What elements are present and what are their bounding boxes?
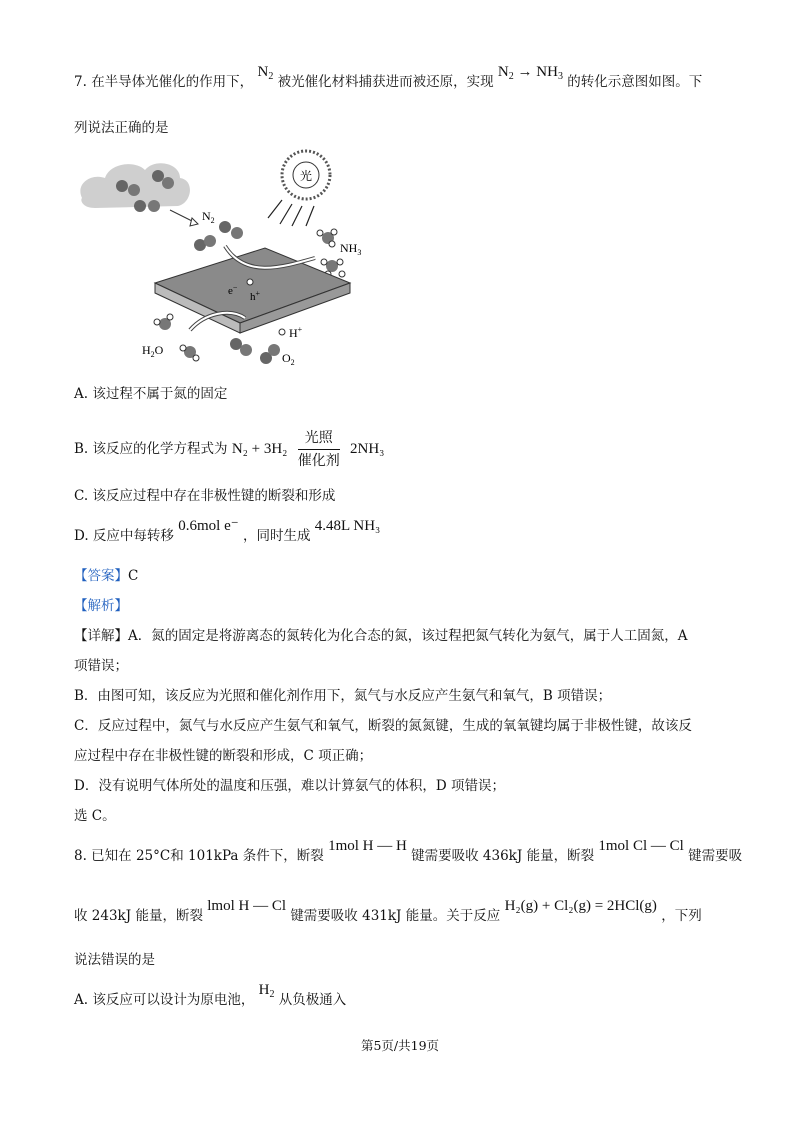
svg-text:H+: H+ xyxy=(289,325,303,340)
svg-text:N2: $N_2$ xyxy=(202,209,215,225)
detail-line-5: 应过程中存在非极性键的断裂和形成，C 项正确； xyxy=(74,748,373,764)
q7-text1: 在半导体光催化的作用下， xyxy=(91,74,254,90)
q7-line2: 列说法正确的是 xyxy=(74,120,169,136)
analysis-label: 【解析】 xyxy=(74,598,128,614)
detail-line-1: 【详解】A．氮的固定是将游离态的氮转化为化合态的氮，该过程把氮气转化为氨气，属于人工固氮，A xyxy=(74,628,688,644)
detail-line-4: C．反应过程中，氮气与水反应产生氨气和氧气，断裂的氮氮键，生成的氧氧键均属于非极性键，故该反 xyxy=(74,718,692,734)
answer-line xyxy=(74,566,138,586)
svg-text:O2: $O_2$ xyxy=(282,351,295,367)
q8-option-a: A. 该反应可以设计为原电池， $H_2$ 从负极通入 xyxy=(74,982,347,1008)
svg-text:NH3: $NH_3$ xyxy=(340,241,362,257)
detail-line-2: 项错误； xyxy=(74,658,128,674)
option-b: B. 该反应的化学方程式为 N₂ + 3H₂ $\frac{\text{光照}}{\text{催化剂}}$ 2NH₃ xyxy=(74,430,385,469)
svg-text:H2O: $H_2O$ xyxy=(142,343,164,359)
svg-text:h+: h+ xyxy=(250,289,261,303)
option-a: A. 该过程不属于氮的固定 xyxy=(74,386,228,402)
answer-value: C xyxy=(128,568,139,584)
q7-text2: 被光催化材料捕获进而被还原，实现 xyxy=(277,74,494,90)
svg-text:光: 光 xyxy=(299,169,313,183)
q7-line1 xyxy=(74,64,703,97)
n2-formula: $N_2$ xyxy=(257,64,274,82)
q7-text3: 的转化示意图如图。下 xyxy=(567,74,703,90)
page-footer: 第5页/共19页 xyxy=(360,1038,440,1053)
q8-line3: 说法错误的是 xyxy=(74,952,155,968)
q8-line2: 收 243kJ 能量，断裂 lmol H — Cl 键需要吸收 431kJ 能量。关于反应 H₂(g) + Cl₂(g) = 2HCl(g) ，下列 xyxy=(74,898,702,924)
option-c: C. 该反应过程中存在非极性键的断裂和形成 xyxy=(74,488,336,504)
detail-line-6: D．没有说明气体所处的温度和压强，难以计算氨气的体积，D 项错误； xyxy=(74,778,505,794)
q7-number: 7. xyxy=(74,74,87,90)
reaction-formula: $N_2 \to NH_3$ xyxy=(497,64,563,82)
answer-label: 【答案】 xyxy=(74,568,128,584)
detail-line-7: 选 C。 xyxy=(74,808,116,824)
reaction-condition: $\frac{\text{光照}}{\text{催化剂}}$ xyxy=(297,430,340,469)
svg-text:e−: e− xyxy=(228,283,238,297)
detail-line-3: B．由图可知，该反应为光照和催化剂作用下，氮气与水反应产生氨气和氧气，B 项错误； xyxy=(74,688,612,704)
option-d: D. 反应中每转移 0.6mol e⁻ ，同时生成 4.48L NH₃ xyxy=(74,518,381,544)
catalyst-slab xyxy=(155,248,350,323)
sun-icon xyxy=(282,151,330,199)
q8-line1: 8. 已知在 25°C和 101kPa 条件下，断裂 1mol H — H 键需要吸收 436kJ 能量，断裂 1mol Cl — Cl 键需要吸 xyxy=(74,838,743,864)
photocatalysis-figure xyxy=(70,148,370,373)
